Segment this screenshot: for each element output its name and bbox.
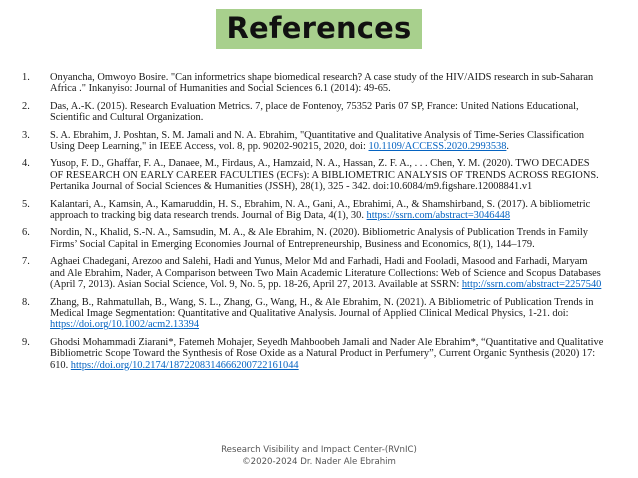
reference-citation: Das, A.-K. (2015). Research Evaluation Metrics. 7, place de Fontenoy, 75352 Paris 07 SP, France: United Nations Educational, Scientific and Cultural Organization.	[50, 100, 579, 124]
page-title: References	[216, 9, 421, 49]
reference-number: 1.	[22, 72, 30, 83]
reference-item	[22, 256, 604, 290]
reference-doi-link[interactable]: https://doi.org/10.2174/1872208314666200722161044	[70, 359, 299, 371]
reference-ssrn-link[interactable]: http://ssrn.com/abstract=2257540	[461, 279, 602, 291]
reference-citation: Aghaei Chadegani, Arezoo and Salehi, Hadi and Yunus, Melor Md and Farhadi, Hadi and Fooladi, Masood and Farhadi, Maryam and Ale Ebrahim, Nader, A Comparison between Two Main Academic Literature Collections: Web of Science and Scopus Databases (April 7, 2013). Asian Social Science, Vol. 9, No. 5, pp. 18-26, April 27, 2013. Available at SSRN:	[50, 256, 601, 291]
reference-list	[22, 72, 604, 377]
title-bar	[0, 7, 638, 51]
footer-copyright: ©2020-2024 Dr. Nader Ale Ebrahim	[242, 457, 396, 467]
footer-center-name: Research Visibility and Impact Center-(RVnIC)	[221, 445, 417, 455]
reference-number: 5.	[22, 198, 30, 210]
reference-item	[22, 297, 604, 331]
reference-citation: Ghodsi Mohammadi Ziarani*, Fatemeh Mohajer, Seyedh Mahboobeh Jamali and Nader Ale Ebrahim*, “Quantitative and Qualitative Bibliometric Scope Toward the Synthesis of Rose Oxide as a Natural Product in Perfumery”, Current Organic Synthesis (2020) 17: 610.	[50, 336, 604, 371]
reference-text	[50, 256, 604, 290]
reference-item	[22, 199, 604, 222]
reference-text	[50, 227, 604, 250]
reference-number: 2.	[22, 100, 30, 112]
reference-doi-link[interactable]: https://doi.org/10.1002/acm2.13394	[50, 319, 200, 331]
reference-item	[22, 130, 604, 153]
reference-number: 6.	[22, 227, 30, 239]
reference-item	[22, 158, 604, 192]
reference-item	[22, 337, 604, 371]
reference-ssrn-link[interactable]: https://ssrn.com/abstract=3046448	[366, 210, 511, 222]
reference-doi-link[interactable]: 10.1109/ACCESS.2020.2993538	[368, 141, 507, 153]
reference-item	[22, 72, 604, 95]
reference-citation: S. A. Ebrahim, J. Poshtan, S. M. Jamali and N. A. Ebrahim, "Quantitative and Qualitative Analysis of Time-Series Classification Using Deep Learning," in IEEE Access, vol. 8, pp. 90202-90215, 2020, doi:	[50, 129, 585, 153]
reference-text	[50, 101, 604, 124]
reference-citation: Kalantari, A., Kamsin, A., Kamaruddin, H. S., Ebrahim, N. A., Gani, A., Ebrahimi, A., & Shamshirband, S. (2017). A bibliometric approach to tracking big data research trends. Journal of Big Data, 4(1), 30.	[50, 198, 591, 222]
reference-text	[50, 337, 604, 371]
footer	[0, 444, 638, 468]
reference-item	[22, 227, 604, 250]
reference-citation: Yusop, F. D., Ghaffar, F. A., Danaee, M., Firdaus, A., Hamzaid, N. A., Hassan, Z. F. A., . . . Chen, Y. M. (2020). TWO DECADES OF RESEARCH ON EARLY CAREER FACULTIES (ECFs): A BIBLIOMETRIC ANALYSIS OF TRENDS ACROSS REGIONS. Pertanika Journal of Social Sciences & Humanities (JSSH), 28(1), 325 - 342. doi:10.6084/m9.figshare.12008841.v1	[50, 158, 599, 193]
reference-citation: Nordin, N., Khalid, S.-N. A., Samsudin, M. A., & Ale Ebrahim, N. (2020). Bibliometric Analysis of Publication Trends in Family Firms’ Social Capital in Emerging Economies Journal of Entrepreneurship, Business and Economics, 8(1), 144–179.	[50, 227, 588, 250]
reference-number: 7.	[22, 256, 30, 268]
reference-text	[50, 199, 604, 222]
reference-text	[50, 158, 604, 192]
reference-suffix: .	[506, 141, 510, 153]
reference-number: 8.	[22, 296, 30, 308]
reference-citation: Zhang, B., Rahmatullah, B., Wang, S. L., Zhang, G., Wang, H., & Ale Ebrahim, N. (2021). A Bibliometric of Publication Trends in Medical Image Segmentation: Quantitative and Qualitative Analysis. Journal of Applied Clinical Medical Physics, 1-21. doi:	[50, 296, 594, 319]
reference-number: 3.	[22, 129, 30, 141]
reference-text	[50, 72, 604, 95]
reference-text	[50, 297, 604, 331]
reference-item	[22, 101, 604, 124]
reference-text	[50, 130, 604, 153]
reference-number: 9.	[22, 336, 30, 348]
reference-number: 4.	[22, 158, 30, 170]
reference-citation: Onyancha, Omwoyo Bosire. "Can informetrics shape biomedical research? A case study of the HIV/AIDS research in sub-Saharan Africa ." Inkanyiso: Journal of Humanities and Social Sciences 6.1 (2014): 49-65.	[50, 72, 594, 95]
